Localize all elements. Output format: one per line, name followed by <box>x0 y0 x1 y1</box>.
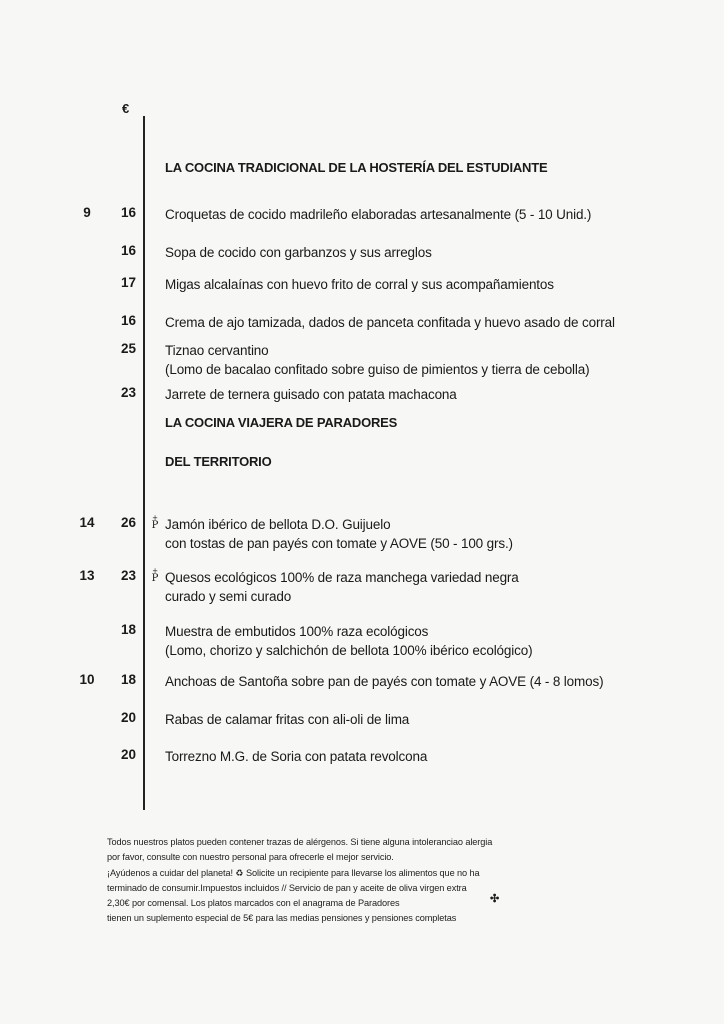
paradores-mark-icon <box>150 515 160 531</box>
dish-line: Tiznao cervantino <box>165 343 269 358</box>
footer-line: 2,30€ por comensal. Los platos marcados con el anagrama de Paradores <box>107 898 400 909</box>
half-portion-price: 10 <box>79 672 95 687</box>
full-portion-price: 18 <box>120 622 136 637</box>
dish-description <box>165 568 519 606</box>
dish-description <box>165 515 513 553</box>
dish-line: (Lomo, chorizo y salchichón de bellota 100% ibérico ecológico) <box>165 643 533 658</box>
dish-line: Jarrete de ternera guisado con patata machacona <box>165 387 457 402</box>
full-portion-price: 18 <box>120 672 136 687</box>
dish-description <box>165 747 427 766</box>
column-divider <box>143 116 145 810</box>
half-portion-price: 14 <box>79 515 95 530</box>
dish-line: Quesos ecológicos 100% de raza manchega variedad negra <box>165 570 519 585</box>
section-title-viajera: LA COCINA VIAJERA DE PARADORES <box>165 415 398 430</box>
cross-icon: + <box>152 567 158 575</box>
footer-line: ¡Ayúdenos a cuidar del planeta! ♻ Solicite un recipiente para llevarse los alimentos que no ha <box>107 867 480 878</box>
dish-description <box>165 341 589 379</box>
dish-line: (Lomo de bacalao confitado sobre guiso de pimientos y tierra de cebolla) <box>165 362 590 377</box>
dish-description <box>165 710 409 729</box>
currency-header: € <box>122 101 130 116</box>
full-portion-price: 16 <box>120 313 136 328</box>
full-portion-price: 17 <box>120 275 136 290</box>
dish-description <box>165 385 457 404</box>
dish-description <box>165 313 615 332</box>
half-portion-price: 9 <box>83 205 91 220</box>
dish-line: curado y semi curado <box>165 589 292 604</box>
dish-line: Migas alcalaínas con huevo frito de corral y sus acompañamientos <box>165 277 554 292</box>
dish-description <box>165 622 532 660</box>
section-title-tradicional: LA COCINA TRADICIONAL DE LA HOSTERÍA DEL ESTUDIANTE <box>165 160 548 175</box>
full-portion-price: 23 <box>120 385 136 400</box>
dish-description <box>165 243 432 262</box>
dish-line: Sopa de cocido con garbanzos y sus arreglos <box>165 245 432 260</box>
dish-line: Crema de ajo tamizada, dados de panceta confitada y huevo asado de corral <box>165 315 615 330</box>
dish-line: Torrezno M.G. de Soria con patata revolcona <box>165 749 428 764</box>
footer-line: tienen un suplemento especial de 5€ para las medias pensiones y pensiones completas <box>107 913 457 924</box>
cross-icon: + <box>152 514 158 522</box>
dish-description <box>165 672 603 691</box>
half-portion-price: 13 <box>79 568 95 583</box>
full-portion-price: 16 <box>120 243 136 258</box>
dish-line: Muestra de embutidos 100% raza ecológicos <box>165 624 429 639</box>
p-glyph: P <box>151 573 159 584</box>
p-glyph: P <box>151 520 159 531</box>
dish-line: con tostas de pan payés con tomate y AOVE (50 - 100 grs.) <box>165 536 513 551</box>
dish-line: Jamón ibérico de bellota D.O. Guijuelo <box>165 517 391 532</box>
full-portion-price: 20 <box>120 747 136 762</box>
footer-line: Todos nuestros platos pueden contener trazas de alérgenos. Si tiene alguna intoleranciao alergia <box>107 837 493 847</box>
full-portion-price: 26 <box>120 515 136 530</box>
dish-line: Anchoas de Santoña sobre pan de payés con tomate y AOVE (4 - 8 lomos) <box>165 674 604 689</box>
footer-line: por favor, consulte con nuestro personal para ofrecerle el mejor servicio. <box>107 852 394 863</box>
full-portion-price: 20 <box>120 710 136 725</box>
full-portion-price: 25 <box>120 341 136 356</box>
full-portion-price: 23 <box>120 568 136 583</box>
full-portion-price: 16 <box>120 205 136 220</box>
dish-description <box>165 275 554 294</box>
dish-line: Croquetas de cocido madrileño elaboradas artesanalmente (5 - 10 Unid.) <box>165 207 592 222</box>
dish-description <box>165 205 591 224</box>
allergen-footer <box>107 835 527 927</box>
paradores-mark-icon <box>150 568 160 584</box>
dish-line: Rabas de calamar fritas con ali-oli de lima <box>165 712 410 727</box>
footer-line: terminado de consumir.Impuestos incluidos // Servicio de pan y aceite de oliva virgen extra <box>107 882 467 893</box>
section-subtitle-territorio: DEL TERRITORIO <box>165 454 272 469</box>
paradores-logo-icon: ✣ <box>490 893 500 905</box>
